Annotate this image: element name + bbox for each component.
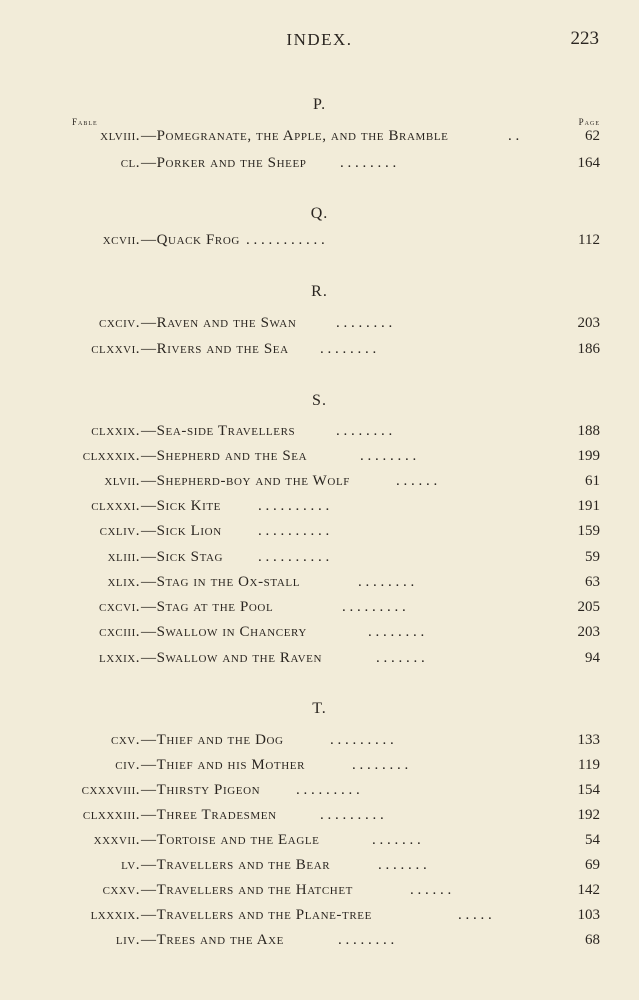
- page-ref: 191: [577, 498, 600, 514]
- index-entry: [0, 420, 639, 442]
- fable-title: —Sea-side Travellers: [141, 423, 296, 439]
- fable-numeral: cxliv.: [99, 523, 140, 539]
- page-ref: 62: [585, 128, 600, 144]
- index-entry: [0, 854, 639, 876]
- leader-dots: . . . . . . . . .: [330, 732, 394, 748]
- page-ref: 94: [585, 650, 600, 666]
- index-entry: [0, 729, 639, 751]
- index-entry: [0, 621, 639, 643]
- index-entry: [0, 904, 639, 926]
- page-ref: 164: [577, 155, 600, 171]
- index-entry: [0, 495, 639, 517]
- leader-dots: . . . . . . . .: [358, 574, 415, 590]
- leader-dots: . . . . . . . .: [338, 932, 395, 948]
- page-ref: 68: [585, 932, 600, 948]
- fable-title: —Travellers and the Bear: [141, 857, 331, 873]
- index-entry: [0, 929, 639, 951]
- leader-dots: . .: [508, 128, 520, 144]
- leader-dots: . . . . . . . . .: [342, 599, 406, 615]
- fable-title: —Thief and his Mother: [141, 757, 306, 773]
- fable-numeral: xlviii.: [100, 128, 140, 144]
- page-number: 223: [570, 28, 599, 49]
- fable-title: —Sick Lion: [141, 523, 222, 539]
- fable-title: —Three Tradesmen: [141, 807, 277, 823]
- running-head: [0, 28, 639, 52]
- leader-dots: . . . . . . . .: [336, 423, 393, 439]
- page-ref: 186: [577, 341, 600, 357]
- index-entry: [0, 571, 639, 593]
- fable-title: —Sick Kite: [141, 498, 221, 514]
- fable-title: —Quack Frog: [141, 232, 240, 248]
- page-ref: 192: [577, 807, 600, 823]
- leader-dots: . . . . . . .: [378, 857, 427, 873]
- fable-numeral: cxciii.: [99, 624, 140, 640]
- leader-dots: . . . . . . . .: [352, 757, 409, 773]
- section-letter-q: Q.: [310, 205, 329, 222]
- leader-dots: . . . . .: [458, 907, 492, 923]
- fable-title: —Stag at the Pool: [141, 599, 274, 615]
- page-ref: 61: [585, 473, 600, 489]
- page-column-label: Page: [578, 117, 600, 127]
- fable-title: —Trees and the Axe: [141, 932, 284, 948]
- page-ref: 203: [577, 624, 600, 640]
- index-entry: [0, 470, 639, 492]
- page-ref: 142: [577, 882, 600, 898]
- leader-dots: . . . . . . . .: [360, 448, 417, 464]
- leader-dots: . . . . . . .: [376, 650, 425, 666]
- fable-title: —Thirsty Pigeon: [141, 782, 261, 798]
- leader-dots: . . . . . . . . .: [320, 807, 384, 823]
- leader-dots: . . . . . . . .: [336, 315, 393, 331]
- leader-dots: . . . . . . . . . .: [258, 549, 330, 565]
- index-entry: [0, 829, 639, 851]
- page-ref: 133: [577, 732, 600, 748]
- fable-numeral: xlvii.: [104, 473, 140, 489]
- index-entry: [0, 125, 639, 147]
- index-entry: [0, 596, 639, 618]
- index-entry: [0, 804, 639, 826]
- fable-title: —Pomegranate, the Apple, and the Bramble: [141, 128, 449, 144]
- index-entry: [0, 879, 639, 901]
- fable-title: —Travellers and the Hatchet: [141, 882, 353, 898]
- section-letter-p: P.: [312, 96, 327, 113]
- page-ref: 59: [585, 549, 600, 565]
- page-ref: 205: [577, 599, 600, 615]
- fable-numeral: xcvii.: [102, 232, 140, 248]
- fable-numeral: xlix.: [107, 574, 140, 590]
- index-entry: [0, 546, 639, 568]
- index-entry: [0, 312, 639, 334]
- index-entry: [0, 338, 639, 360]
- index-entry: [0, 754, 639, 776]
- page-title: INDEX.: [286, 30, 353, 49]
- index-entry: [0, 445, 639, 467]
- fable-numeral: clxxix.: [91, 423, 140, 439]
- section-letter-s: S.: [312, 392, 327, 409]
- page-ref: 159: [577, 523, 600, 539]
- fable-numeral: cl.: [120, 155, 140, 171]
- fable-title: —Shepherd-boy and the Wolf: [141, 473, 351, 489]
- leader-dots: . . . . . . .: [372, 832, 421, 848]
- fable-numeral: xliii.: [107, 549, 140, 565]
- page-ref: 154: [577, 782, 600, 798]
- fable-numeral: cxv.: [111, 732, 140, 748]
- page-ref: 103: [577, 907, 600, 923]
- fable-title: —Swallow in Chancery: [141, 624, 307, 640]
- leader-dots: . . . . . .: [410, 882, 452, 898]
- fable-title: —Stag in the Ox-stall: [141, 574, 301, 590]
- fable-title: —Swallow and the Raven: [141, 650, 323, 666]
- fable-numeral: clxxxi.: [91, 498, 140, 514]
- fable-numeral: lxxix.: [99, 650, 140, 666]
- leader-dots: . . . . . . . .: [340, 155, 397, 171]
- page-ref: 112: [578, 232, 600, 248]
- page-ref: 119: [578, 757, 600, 773]
- leader-dots: . . . . . . . . . .: [258, 523, 330, 539]
- page-ref: 203: [577, 315, 600, 331]
- index-entry: [0, 520, 639, 542]
- page-ref: 69: [585, 857, 600, 873]
- section-letter-t: T.: [312, 700, 327, 717]
- leader-dots: . . . . . .: [396, 473, 438, 489]
- fable-numeral: liv.: [115, 932, 140, 948]
- fable-numeral: cxcvi.: [99, 599, 140, 615]
- fable-numeral: clxxvi.: [91, 341, 140, 357]
- index-entry: [0, 647, 639, 669]
- fable-numeral: lxxxix.: [90, 907, 140, 923]
- page-ref: 199: [577, 448, 600, 464]
- fable-numeral: cxciv.: [99, 315, 140, 331]
- fable-numeral: cxxv.: [102, 882, 140, 898]
- section-letter-r: R.: [311, 283, 328, 300]
- page-ref: 54: [585, 832, 600, 848]
- leader-dots: . . . . . . . .: [368, 624, 425, 640]
- fable-numeral: xxxvii.: [93, 832, 140, 848]
- index-entry: [0, 779, 639, 801]
- index-entry: [0, 152, 639, 174]
- page-ref: 63: [585, 574, 600, 590]
- leader-dots: . . . . . . . . . . .: [246, 232, 325, 248]
- fable-numeral: clxxxiii.: [82, 807, 140, 823]
- fable-column-label: Fable: [72, 117, 98, 127]
- fable-title: —Raven and the Swan: [141, 315, 297, 331]
- fable-title: —Rivers and the Sea: [141, 341, 289, 357]
- fable-title: —Tortoise and the Eagle: [141, 832, 320, 848]
- leader-dots: . . . . . . . . . .: [258, 498, 330, 514]
- fable-numeral: clxxxix.: [82, 448, 140, 464]
- fable-title: —Thief and the Dog: [141, 732, 284, 748]
- fable-title: —Travellers and the Plane-tree: [141, 907, 372, 923]
- leader-dots: . . . . . . . . .: [296, 782, 360, 798]
- fable-numeral: cxxxviii.: [81, 782, 140, 798]
- fable-title: —Sick Stag: [141, 549, 224, 565]
- fable-numeral: lv.: [121, 857, 140, 873]
- index-entry: [0, 229, 639, 251]
- page-ref: 188: [577, 423, 600, 439]
- fable-title: —Shepherd and the Sea: [141, 448, 308, 464]
- leader-dots: . . . . . . . .: [320, 341, 377, 357]
- fable-title: —Porker and the Sheep: [141, 155, 307, 171]
- fable-numeral: civ.: [115, 757, 140, 773]
